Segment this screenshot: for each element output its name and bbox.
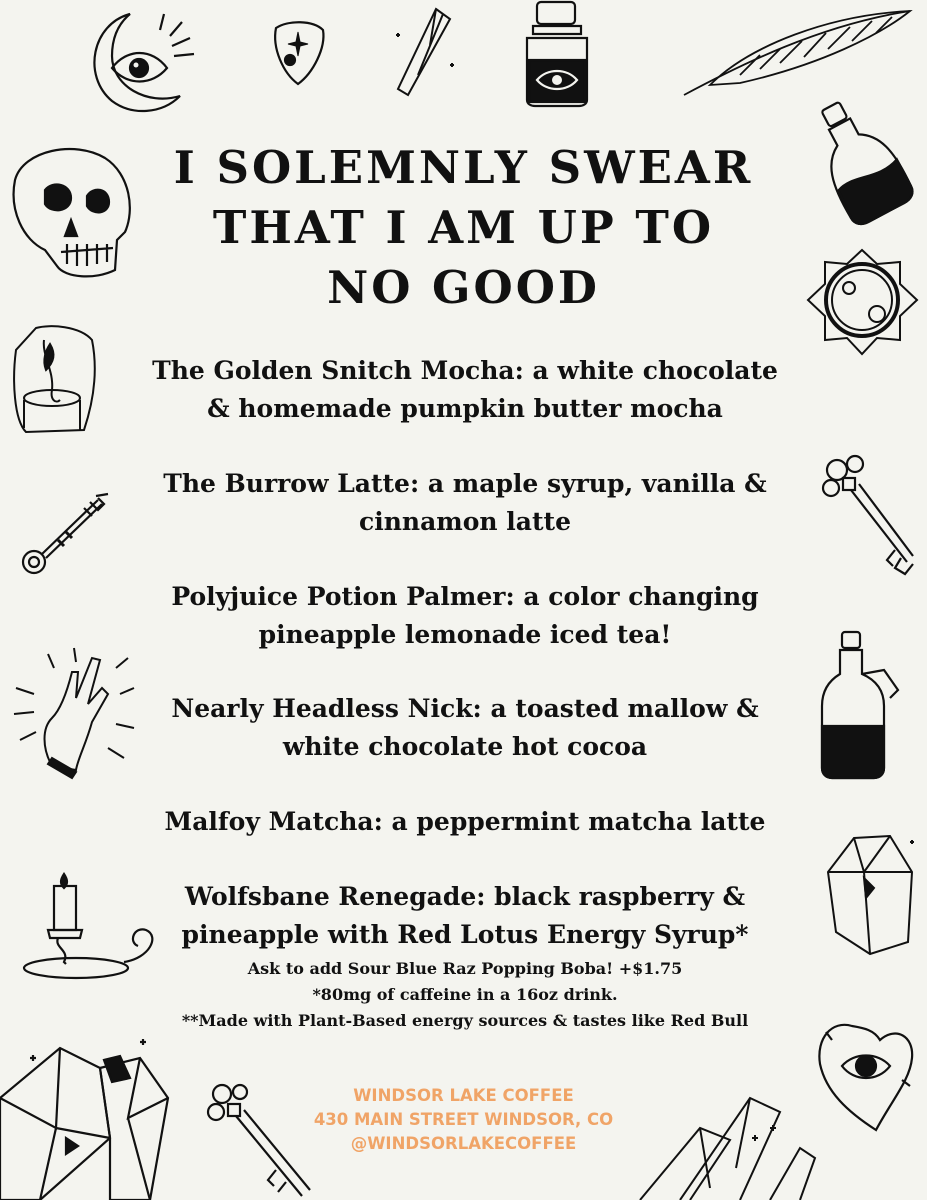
menu-item-golden-snitch-mocha <box>110 352 820 428</box>
menu-item-line: Wolfsbane Renegade: black raspberry & <box>184 882 746 911</box>
menu-item-line: pineapple with Red Lotus Energy Syrup* <box>181 920 749 949</box>
potion-jar-icon <box>515 0 600 108</box>
ornate-key-icon <box>815 450 920 580</box>
crescent-eye-icon <box>72 6 197 121</box>
menu-item-polyjuice-potion-palmer <box>110 578 820 654</box>
menu-item-line: The Golden Snitch Mocha: a white chocolate <box>152 356 778 385</box>
crystal-icon <box>820 832 920 957</box>
menu-item-line: cinnamon latte <box>359 507 571 536</box>
potion-flask-icon <box>818 630 903 780</box>
feather-quill-icon <box>680 5 915 100</box>
melting-candle-icon <box>6 320 106 440</box>
menu-item-line: Malfoy Matcha: a peppermint matcha latte <box>164 807 766 836</box>
menu-item-wolfsbane-renegade <box>110 878 820 954</box>
skeleton-key-icon <box>18 490 110 580</box>
note-line: Ask to add Sour Blue Raz Popping Boba! +$1.75 <box>247 959 683 978</box>
fine-print-notes <box>100 956 830 1034</box>
menu-item-nearly-headless-nick <box>110 690 820 766</box>
title-line: I SOLEMNLY SWEAR <box>173 141 754 194</box>
crystal-wand-icon <box>388 5 460 100</box>
shop-handle: @WINDSORLAKECOFFEE <box>350 1134 577 1153</box>
menu-item-malfoy-matcha <box>110 803 820 841</box>
menu-item-line: pineapple lemonade iced tea! <box>258 620 672 649</box>
menu-item-line: Nearly Headless Nick: a toasted mallow & <box>171 694 759 723</box>
menu-item-line: white chocolate hot cocoa <box>282 732 648 761</box>
ouija-planchette-icon <box>268 18 330 88</box>
menu-item-line: Polyjuice Potion Palmer: a color changing <box>171 582 759 611</box>
note-line: *80mg of caffeine in a 16oz drink. <box>312 985 618 1004</box>
note-line: **Made with Plant-Based energy sources & tastes like Red Bull <box>181 1011 749 1030</box>
title-line: THAT I AM UP TO <box>212 201 715 254</box>
page-title <box>0 138 927 318</box>
shop-name: WINDSOR LAKE COFFEE <box>353 1086 574 1105</box>
menu-item-burrow-latte <box>110 465 820 541</box>
menu-item-line: The Burrow Latte: a maple syrup, vanilla & <box>163 469 767 498</box>
shop-address: 430 MAIN STREET WINDSOR, CO <box>313 1110 614 1129</box>
shop-footer <box>0 1084 927 1156</box>
menu-item-line: & homemade pumpkin butter mocha <box>207 394 723 423</box>
title-line: NO GOOD <box>327 261 600 314</box>
